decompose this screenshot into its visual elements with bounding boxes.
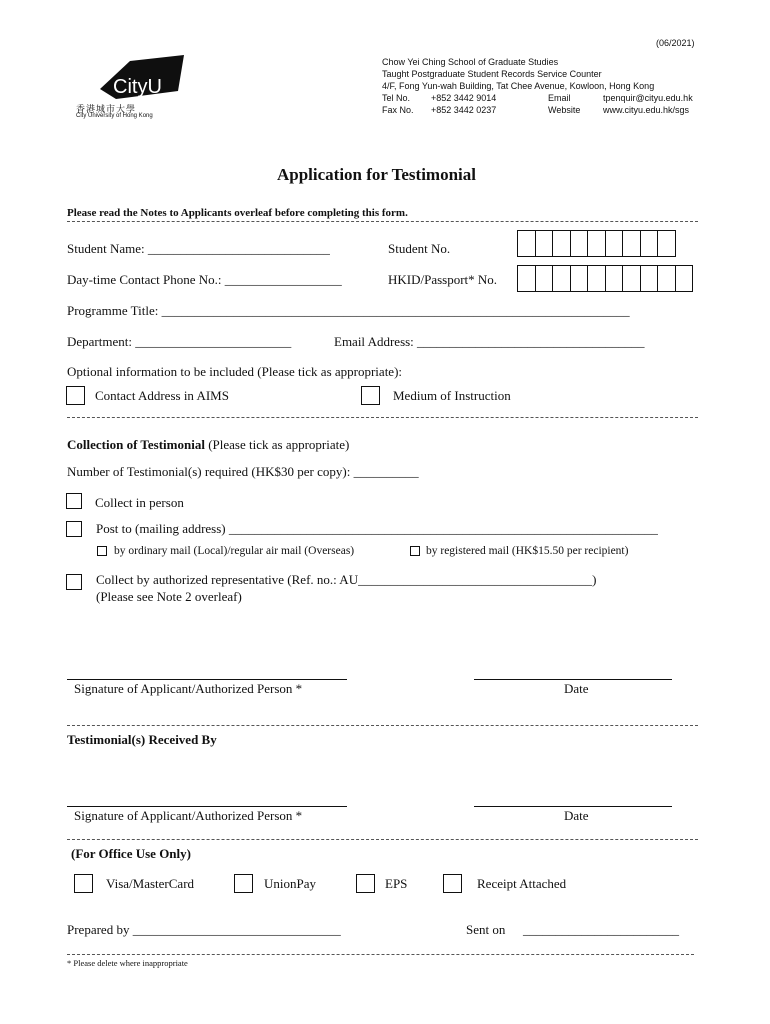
post-checkbox[interactable] xyxy=(66,521,82,537)
logo-text: CityU xyxy=(113,76,162,98)
date-label: Date xyxy=(564,808,589,823)
form-code: (06/2021) xyxy=(656,38,695,48)
ordinary-mail-label: by ordinary mail (Local)/regular air mail (Overseas) xyxy=(114,545,355,557)
notice-text: Please read the Notes to Applicants overleaf before completing this form. xyxy=(67,207,408,219)
ordinary-mail-checkbox[interactable] xyxy=(97,546,107,556)
divider xyxy=(67,417,698,418)
visa-checkbox[interactable] xyxy=(74,874,93,893)
website-label: Website xyxy=(548,105,581,115)
cityu-logo-mark xyxy=(96,55,186,105)
signature-label: Signature of Applicant/Authorized Person * xyxy=(74,808,303,823)
collect-in-person-checkbox[interactable] xyxy=(66,493,82,509)
authorized-rep-checkbox[interactable] xyxy=(66,574,82,590)
student-name-field[interactable]: Student Name: ____________________________ xyxy=(67,241,330,256)
optional-heading: Optional information to be included (Please tick as appropriate): xyxy=(67,364,403,379)
testimonial-number-field[interactable]: Number of Testimonial(s) required (HK$30 per copy): __________ xyxy=(67,464,419,479)
authorized-rep-field[interactable]: Collect by authorized representative (Ref. no.: AU____________________________________) xyxy=(96,572,597,587)
date-line[interactable] xyxy=(474,806,672,807)
date-label: Date xyxy=(564,681,589,696)
receipt-label: Receipt Attached xyxy=(477,876,567,891)
student-no-label: Student No. xyxy=(388,241,451,256)
office-address: 4/F, Fong Yun-wah Building, Tat Chee Avenue, Kowloon, Hong Kong xyxy=(382,81,655,91)
signature-line[interactable] xyxy=(67,806,347,807)
divider xyxy=(67,221,698,222)
sent-on-field[interactable]: ________________________ xyxy=(523,922,679,937)
receipt-checkbox[interactable] xyxy=(443,874,462,893)
logo-chinese: 香港城市大學 xyxy=(76,104,137,114)
prepared-by-field[interactable]: Prepared by ________________________________ xyxy=(67,922,341,937)
programme-field[interactable]: Programme Title: ________________________________________________________________________ xyxy=(67,303,630,318)
contact-address-checkbox[interactable] xyxy=(66,386,85,405)
tel-value: +852 3442 9014 xyxy=(431,93,497,103)
logo-english: City University of Hong Kong xyxy=(76,113,153,119)
hkid-label: HKID/Passport* No. xyxy=(388,272,498,287)
divider xyxy=(67,839,698,840)
eps-label: EPS xyxy=(385,876,408,891)
sent-on-label: Sent on xyxy=(466,922,506,937)
student-no-boxes[interactable] xyxy=(517,230,675,257)
collection-heading-rest: (Please tick as appropriate) xyxy=(204,437,350,452)
collection-heading-bold: Collection of Testimonial xyxy=(67,437,205,452)
post-address-field[interactable]: Post to (mailing address) __________________________________________________________________ xyxy=(96,521,658,536)
visa-label: Visa/MasterCard xyxy=(106,876,195,891)
footnote: * Please delete where inappropriate xyxy=(67,958,188,968)
office-use-heading: (For Office Use Only) xyxy=(71,846,191,861)
email-label: Email xyxy=(548,93,571,103)
tel-label: Tel No. xyxy=(382,93,411,103)
registered-mail-label: by registered mail (HK$15.50 per recipient) xyxy=(426,545,629,557)
service-counter: Taught Postgraduate Student Records Service Counter xyxy=(382,69,602,79)
medium-instruction-label: Medium of Instruction xyxy=(393,388,511,403)
medium-instruction-checkbox[interactable] xyxy=(361,386,380,405)
note-reference: (Please see Note 2 overleaf) xyxy=(96,589,242,604)
phone-field[interactable]: Day-time Contact Phone No.: __________________ xyxy=(67,272,342,287)
hkid-boxes[interactable] xyxy=(517,265,692,292)
collect-in-person-label: Collect in person xyxy=(95,495,184,510)
eps-checkbox[interactable] xyxy=(356,874,375,893)
email-value: tpenquir@cityu.edu.hk xyxy=(603,93,693,103)
registered-mail-checkbox[interactable] xyxy=(410,546,420,556)
signature-label: Signature of Applicant/Authorized Person * xyxy=(74,681,303,696)
contact-address-label: Contact Address in AIMS xyxy=(95,388,229,403)
form-title: Application for Testimonial xyxy=(277,165,476,184)
unionpay-checkbox[interactable] xyxy=(234,874,253,893)
fax-label: Fax No. xyxy=(382,105,414,115)
department-field[interactable]: Department: ________________________ xyxy=(67,334,292,349)
fax-value: +852 3442 0237 xyxy=(431,105,497,115)
date-line[interactable] xyxy=(474,679,672,680)
unionpay-label: UnionPay xyxy=(264,876,316,891)
divider xyxy=(67,725,698,726)
signature-line[interactable] xyxy=(67,679,347,680)
website-value: www.cityu.edu.hk/sgs xyxy=(603,105,690,115)
email-field[interactable]: Email Address: ___________________________________ xyxy=(334,334,645,349)
school-name: Chow Yei Ching School of Graduate Studies xyxy=(382,57,559,67)
divider xyxy=(67,954,694,955)
received-heading: Testimonial(s) Received By xyxy=(67,732,217,747)
collection-heading xyxy=(67,437,349,453)
